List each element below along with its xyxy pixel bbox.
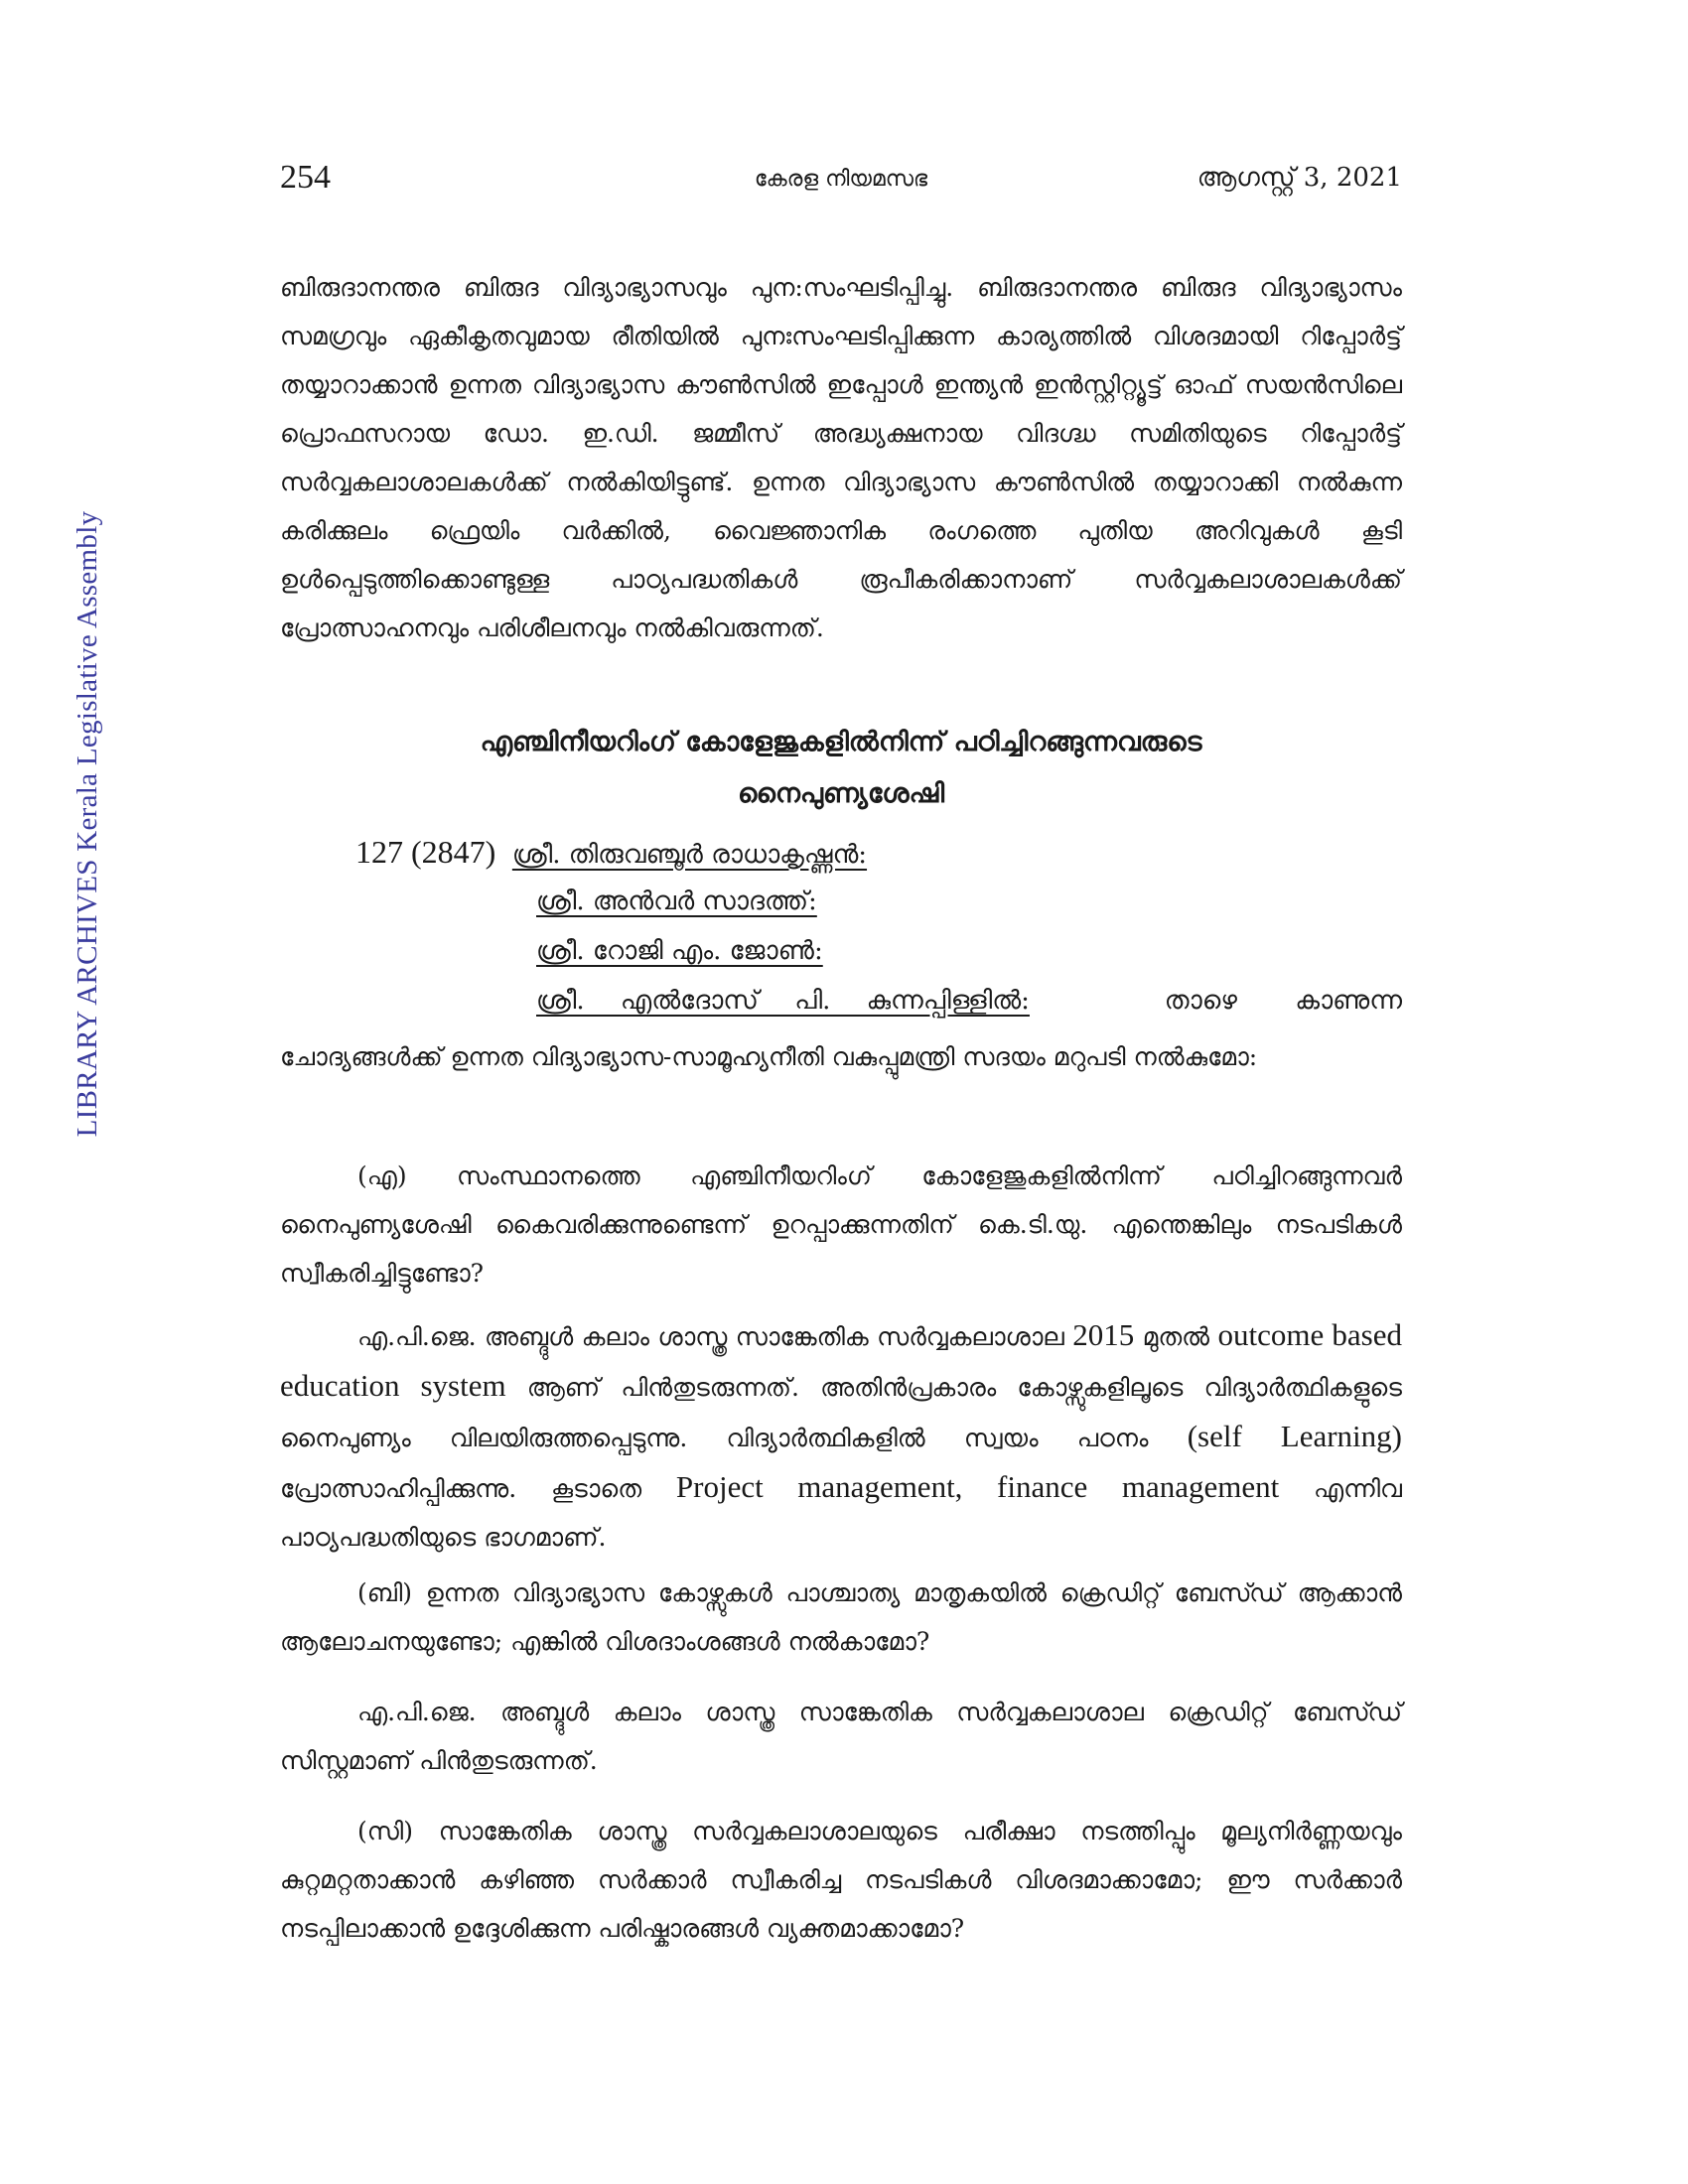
answer-a-text: പ്രോത്സാഹിപ്പിക്കുന്നു. കൂടാതെ (280, 1474, 676, 1503)
section-heading-line2: നൈപുണ്യശേഷി (737, 778, 945, 809)
answer-a-english: outcome based education system (280, 1317, 1402, 1403)
answer-a-english: (self Learning) (1187, 1419, 1402, 1453)
answer-a-text: മുതൽ (1134, 1322, 1218, 1351)
question-a: (എ) സംസ്ഥാനത്തെ എഞ്ചിനീയറിംഗ് കോളേജുകളിൽനിന്ന് പഠിച്ചിറങ്ങുന്നവർ നൈപുണ്യശേഷി കൈവരിക്കുന്നുണ്ടെന്ന് ഉറപ്പാക്കുന്നതിന് കെ.ടി.യു. എന്തെങ്കിലും നടപടികൾ സ്വീകരിച്ചിട്ടുണ്ടോ? (280, 1161, 1402, 1288)
section-heading-line1: എഞ്ചിനീയറിംഗ് കോളേജുകളിൽനിന്ന് പഠിച്ചിറങ്ങുന്നവരുടെ (480, 727, 1202, 757)
member-name: ശ്രീ. എൽദോസ് പി. കുന്നപ്പിള്ളിൽ: (536, 986, 1030, 1016)
answer-a-english: Project management, finance management (675, 1469, 1280, 1504)
answer-a-text: എ.പി.ജെ. അബ്ദുൾ കലാം ശാസ്ത്ര സാങ്കേതിക സർവ്വകലാശാല (357, 1322, 1073, 1351)
answer-a (280, 1310, 1402, 1562)
question-intro-tail: താഴെ കാണുന്ന (1164, 986, 1402, 1016)
member-name: ശ്രീ. റോജി എം. ജോൺ: (536, 936, 823, 966)
question-header (355, 834, 867, 871)
answer-a-text: ആണ് പിൻതുടരുന്നത്. അതിൻപ്രകാരം കോഴ്സുകളിലൂടെ വിദ്യാർത്ഥികളുടെ നൈപുണ്യം വിലയിരുത്തപ്പെടുന്നു. വിദ്യാർത്ഥികളിൽ സ്വയം പഠനം (280, 1373, 1402, 1452)
member-line (536, 887, 817, 917)
running-title: കേരള നിയമസഭ (754, 167, 928, 192)
header-date: ആഗസ്റ്റ് 3, 2021 (1196, 163, 1402, 193)
intro-paragraph: ബിരുദാനന്തര ബിരുദ വിദ്യാഭ്യാസവും പുന:സംഘടിപ്പിച്ചു. ബിരുദാനന്തര ബിരുദ വിദ്യാഭ്യാസം സമഗ്രവും ഏകീകൃതവുമായ രീതിയിൽ പുനഃസംഘടിപ്പിക്കുന്ന കാര്യത്തിൽ വിശദമായി റിപ്പോർട്ട് തയ്യാറാക്കാൻ ഉന്നത വിദ്യാഭ്യാസ കൗൺസിൽ ഇപ്പോൾ ഇന്ത്യൻ ഇൻസ്റ്റിറ്റ്യൂട്ട് ഓഫ് സയൻസിലെ പ്രൊഫസറായ ഡോ. ഇ.ഡി. ജമ്മീസ് അദ്ധ്യക്ഷനായ വിദഗ്ദ്ധ സമിതിയുടെ റിപ്പോർട്ട് സർവ്വകലാശാലകൾക്ക് നൽകിയിട്ടുണ്ട്. ഉന്നത വിദ്യാഭ്യാസ കൗൺസിൽ തയ്യാറാക്കി നൽകുന്ന കരിക്കുലം ഫ്രെയിം വർക്കിൽ, വൈജ്ഞാനിക രംഗത്തെ പുതിയ അറിവുകൾ കൂടി ഉൾപ്പെടുത്തിക്കൊണ്ടുള്ള പാഠ്യപദ്ധതികൾ രൂപീകരിക്കാനാണ് സർവ്വകലാശാലകൾക്ക് പ്രോത്സാഹനവും പരിശീലനവും നൽകിവരുന്നത്. (280, 273, 1402, 642)
question-intro: ചോദ്യങ്ങൾക്ക് ഉന്നത വിദ്യാഭ്യാസ-സാമൂഹ്യനീതി വകുപ്പുമന്ത്രി സദയം മറുപടി നൽകുമോ: (280, 1042, 1258, 1071)
archive-watermark: LIBRARY ARCHIVES Kerala Legislative Assembly (71, 510, 103, 1138)
answer-a-text: എന്നിവ പാഠ്യപദ്ധതിയുടെ ഭാഗമാണ്. (280, 1474, 1402, 1552)
member-line (536, 936, 823, 967)
question-number: 127 (2847) (355, 834, 496, 870)
member-name: ശ്രീ. തിരുവഞ്ചൂർ രാധാകൃഷ്ണൻ: (511, 840, 868, 870)
page-number: 254 (280, 159, 331, 196)
question-c: (സി) സാങ്കേതിക ശാസ്ത്ര സർവ്വകലാശാലയുടെ പരീക്ഷാ നടത്തിപ്പും മൂല്യനിർണ്ണയവും കുറ്റമറ്റതാക്കാൻ കഴിഞ്ഞ സർക്കാർ സ്വീകരിച്ച നടപടികൾ വിശദമാക്കാമോ; ഈ സർക്കാർ നടപ്പിലാക്കാൻ ഉദ്ദേശിക്കുന്ന പരിഷ്കാരങ്ങൾ വ്യക്തമാക്കാമോ? (280, 1817, 1402, 1943)
member-line (536, 986, 1402, 1017)
answer-b: എ.പി.ജെ. അബ്ദുൾ കലാം ശാസ്ത്ര സാങ്കേതിക സർവ്വകലാശാല ക്രെഡിറ്റ് ബേസ്ഡ് സിസ്റ്റമാണ് പിൻതുടരുന്നത്. (280, 1698, 1402, 1775)
member-name: ശ്രീ. അൻവർ സാദത്ത്: (536, 887, 817, 916)
answer-a-year: 2015 (1072, 1317, 1135, 1352)
page-header (280, 159, 1402, 208)
question-b: (ബി) ഉന്നത വിദ്യാഭ്യാസ കോഴ്സുകൾ പാശ്ചാത്യ മാതൃകയിൽ ക്രെഡിറ്റ് ബേസ്ഡ് ആക്കാൻ ആലോചനയുണ്ടോ; എങ്കിൽ വിശദാംശങ്ങൾ നൽകാമോ? (280, 1578, 1402, 1656)
